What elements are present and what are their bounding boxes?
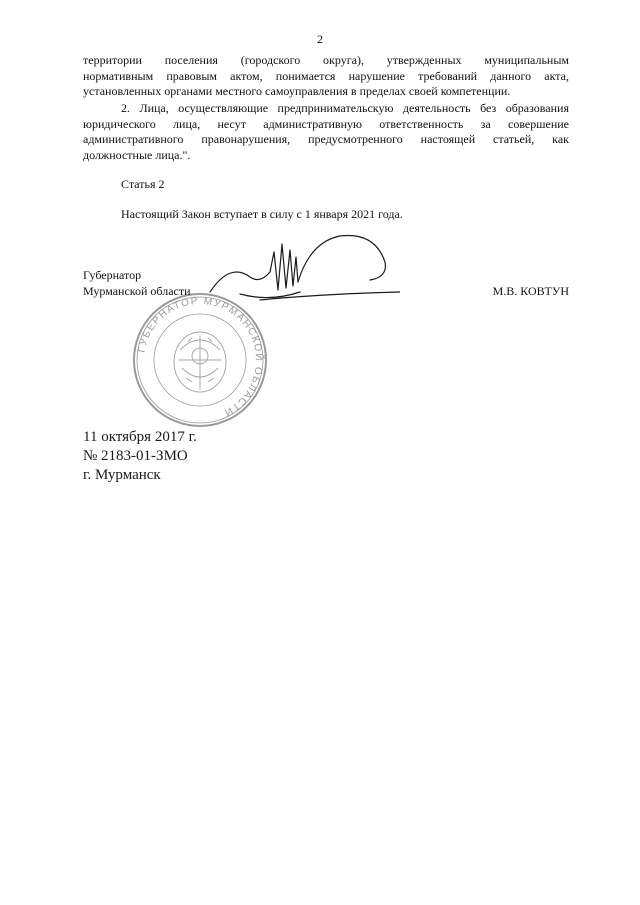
paragraph-1-line: нормативным правовым актом, понимается нарушение требований данного акта, <box>83 68 569 83</box>
paragraph-2-line: административного правонарушения, предусмотренного настоящей статьей, как <box>83 132 569 146</box>
handwritten-signature <box>200 222 400 312</box>
document-date: 11 октября 2017 г. <box>83 429 197 445</box>
document-city: г. Мурманск <box>83 467 161 483</box>
paragraph-1-line: территории поселения (городского округа), утвержденных муниципальным <box>83 53 569 67</box>
paragraph-2-line: юридического лица, несут административную ответственность за совершение <box>83 116 569 131</box>
date-block <box>83 428 197 485</box>
paragraph-2 <box>83 101 569 163</box>
paragraph-1 <box>83 53 569 100</box>
page-number: 2 <box>317 32 323 46</box>
signatory-title-line1: Губернатор <box>83 268 142 282</box>
signatory-title-line2: Мурманской области <box>83 284 191 298</box>
signatory-name: М.В. КОВТУН <box>492 284 569 298</box>
enactment-text: Настоящий Закон вступает в силу с 1 января 2021 года. <box>121 207 403 221</box>
paragraph-1-line: установленных органами местного самоуправления в пределах своей компетенции. <box>83 84 511 98</box>
article-heading: Статья 2 <box>121 177 165 191</box>
document-number: № 2183-01-ЗМО <box>83 448 188 464</box>
svg-text:ГУБЕРНАТОР МУРМАНСКОЙ ОБЛАСТИ: ГУБЕРНАТОР МУРМАНСКОЙ ОБЛАСТИ <box>136 295 265 419</box>
paragraph-2-line: 2. Лица, осуществляющие предпринимательскую деятельность без образования <box>121 101 569 115</box>
paragraph-2-line: должностные лица.". <box>83 147 191 162</box>
emblem-icon <box>174 332 226 392</box>
